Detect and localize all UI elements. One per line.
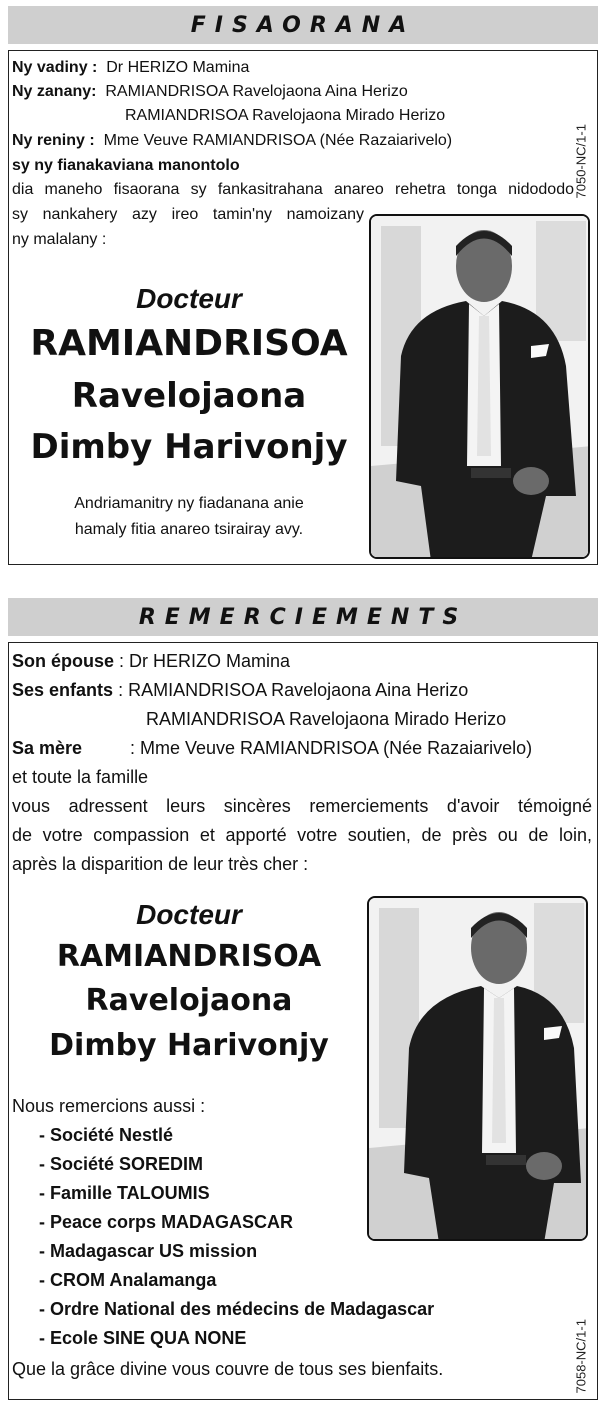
- notice-reference: 7050-NC/1-1: [573, 124, 589, 199]
- deceased-name-2: Ravelojaona: [71, 376, 307, 416]
- thanks-item: - Société SOREDIM: [39, 1154, 204, 1174]
- deceased-title: Docteur: [136, 899, 242, 930]
- family-line: sy ny fianakaviana manontolo: [12, 157, 240, 174]
- portrait-photo: [369, 214, 590, 559]
- thanks-item: - CROM Analamanga: [39, 1270, 217, 1290]
- body-line-2: de votre compassion et apporté votre soutien, de près ou de loin,: [12, 825, 592, 845]
- spouse-line: Son épouse : Dr HERIZO Mamina: [12, 651, 291, 671]
- body-line-1: dia maneho fisaorana sy fankasitrahana anareo rehetra tonga nidododo: [12, 181, 574, 198]
- thanks-item: - Ordre National des médecins de Madagascar: [39, 1299, 435, 1319]
- children-line: Ny zanany: RAMIANDRISOA Ravelojaona Aina Herizo: [12, 83, 408, 100]
- body-line-1: vous adressent leurs sincères remerciements d'avoir témoigné: [12, 796, 592, 816]
- children-line-2: RAMIANDRISOA Ravelojaona Mirado Herizo: [146, 709, 507, 729]
- body-line-3: ny malalany :: [12, 231, 107, 248]
- thanks-item: - Société Nestlé: [39, 1125, 174, 1145]
- fisaorana-banner: FISAORANA: [8, 6, 598, 44]
- mother-line: Sa mère : Mme Veuve RAMIANDRISOA (Née Razaiarivelo): [12, 738, 533, 758]
- mother-line: Ny reniny : Mme Veuve RAMIANDRISOA (Née Razaiarivelo): [12, 132, 453, 149]
- closing-line-2: hamaly fitia anareo tsirairay avy.: [74, 521, 304, 538]
- closing-line-1: Andriamanitry ny fiadanana anie: [74, 495, 304, 512]
- thanks-item: - Famille TALOUMIS: [39, 1183, 210, 1203]
- closing-line: Que la grâce divine vous couvre de tous ses bienfaits.: [12, 1359, 444, 1379]
- deceased-surname: RAMIANDRISOA: [30, 323, 348, 364]
- deceased-title: Docteur: [136, 283, 242, 314]
- body-line-2: sy nankahery azy ireo tamin'ny namoizany: [12, 206, 364, 223]
- children-line-2: RAMIANDRISOA Ravelojaona Mirado Herizo: [125, 107, 446, 124]
- spouse-line: Ny vadiny : Dr HERIZO Mamina: [12, 59, 250, 76]
- thanks-intro: Nous remercions aussi :: [12, 1096, 206, 1116]
- deceased-name-2: Ravelojaona: [85, 983, 293, 1018]
- notice-reference: 7058-NC/1-1: [573, 1319, 589, 1394]
- remerciements-banner: REMERCIEMENTS: [8, 598, 598, 636]
- portrait-photo: [367, 896, 588, 1241]
- children-line: Ses enfants : RAMIANDRISOA Ravelojaona Aina Herizo: [12, 680, 469, 700]
- remerciements-notice: [8, 642, 598, 1400]
- fisaorana-notice: [8, 50, 598, 565]
- thanks-item: - Ecole SINE QUA NONE: [39, 1328, 247, 1348]
- deceased-surname: RAMIANDRISOA: [56, 939, 322, 974]
- deceased-name-3: Dimby Harivonjy: [30, 427, 348, 467]
- thanks-item: - Madagascar US mission: [39, 1241, 258, 1261]
- family-line: et toute la famille: [12, 767, 149, 787]
- body-line-3: après la disparition de leur très cher :: [12, 854, 309, 874]
- thanks-item: - Peace corps MADAGASCAR: [39, 1212, 294, 1232]
- deceased-name-3: Dimby Harivonjy: [49, 1028, 329, 1063]
